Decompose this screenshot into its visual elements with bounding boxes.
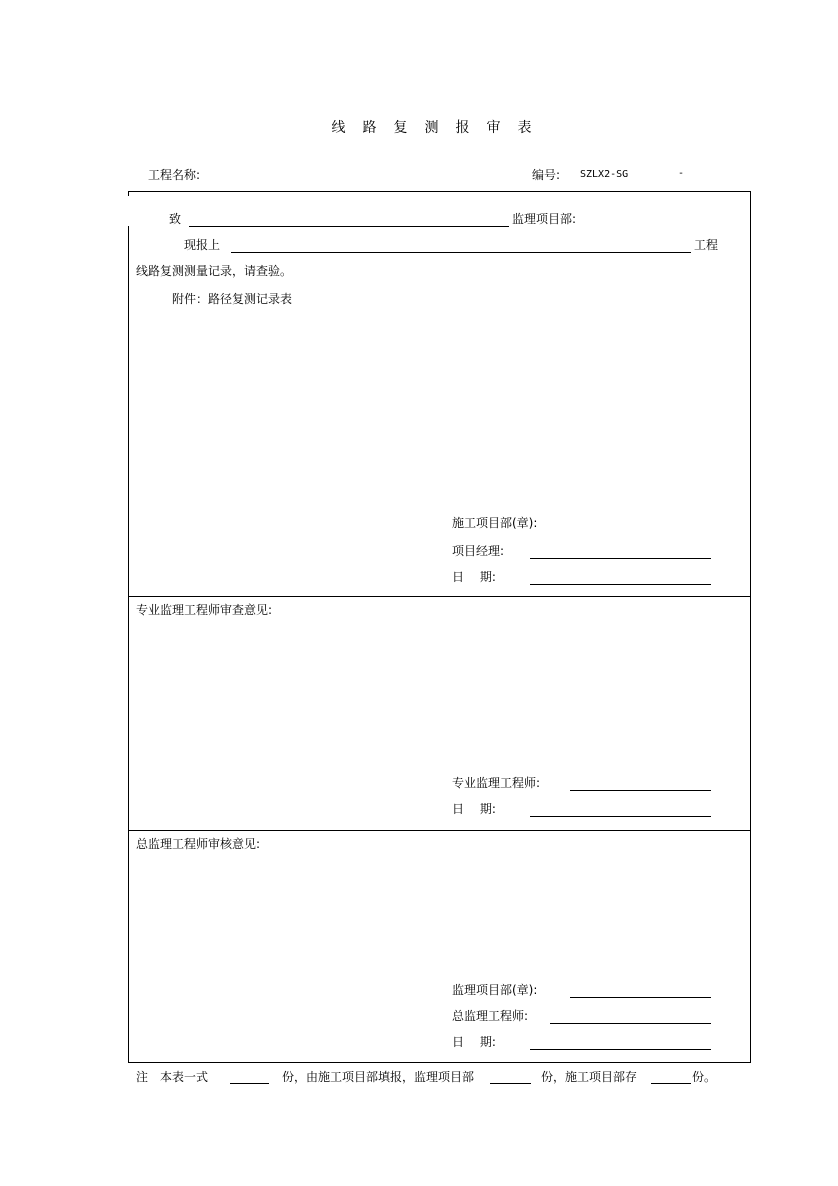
chief-review-heading: 总监理工程师审核意见: [136, 837, 261, 851]
section-divider-2 [128, 830, 751, 831]
specialist-engineer-blank[interactable] [570, 790, 711, 791]
frame-gap [126, 196, 130, 226]
project-name-label: 工程名称: [148, 168, 201, 182]
note-part-2: 份，由施工项目部填报，监理项目部 [282, 1070, 475, 1084]
form-table-frame [128, 191, 751, 1063]
supervision-dept-suffix: 监理项目部: [512, 212, 577, 226]
project-blank[interactable] [231, 252, 691, 253]
section1-date-blank[interactable] [530, 584, 711, 585]
copies-supervision-blank[interactable] [490, 1083, 531, 1084]
supervision-stamp-blank[interactable] [570, 997, 711, 998]
project-manager-blank[interactable] [530, 558, 711, 559]
copies-contractor-blank[interactable] [651, 1083, 691, 1084]
section2-date-label: 日 期: [452, 802, 496, 816]
note-part-4: 份。 [692, 1070, 717, 1084]
supervision-stamp-label: 监理项目部(章): [452, 983, 538, 997]
number-value: SZLX2-SG [580, 169, 629, 180]
specialist-engineer-label: 专业监理工程师: [452, 776, 541, 790]
section3-date-blank[interactable] [530, 1049, 711, 1050]
report-label: 现报上 [184, 238, 221, 252]
chief-engineer-blank[interactable] [550, 1023, 711, 1024]
specialist-review-heading: 专业监理工程师审查意见: [136, 603, 273, 617]
report-line-2: 线路复测测量记录，请查验。 [136, 264, 293, 278]
attachment-text: 附件：路径复测记录表 [172, 292, 293, 306]
document-title: 线路复测报审表 [331, 120, 549, 136]
note-part-1: 注 本表一式 [136, 1070, 209, 1084]
copies-total-blank[interactable] [230, 1083, 269, 1084]
contractor-stamp-label: 施工项目部(章): [452, 516, 538, 530]
project-manager-label: 项目经理: [452, 544, 505, 558]
number-label: 编号: [532, 168, 561, 182]
section3-date-label: 日 期: [452, 1035, 496, 1049]
section2-date-blank[interactable] [530, 816, 711, 817]
note-part-3: 份，施工项目部存 [541, 1070, 638, 1084]
report-suffix: 工程 [694, 238, 719, 252]
chief-engineer-label: 总监理工程师: [452, 1009, 529, 1023]
to-label: 致 [169, 212, 182, 226]
supervision-dept-blank[interactable] [189, 226, 509, 227]
section1-date-label: 日 期: [452, 570, 496, 584]
number-dash: - [678, 168, 685, 179]
section-divider-1 [128, 596, 751, 597]
